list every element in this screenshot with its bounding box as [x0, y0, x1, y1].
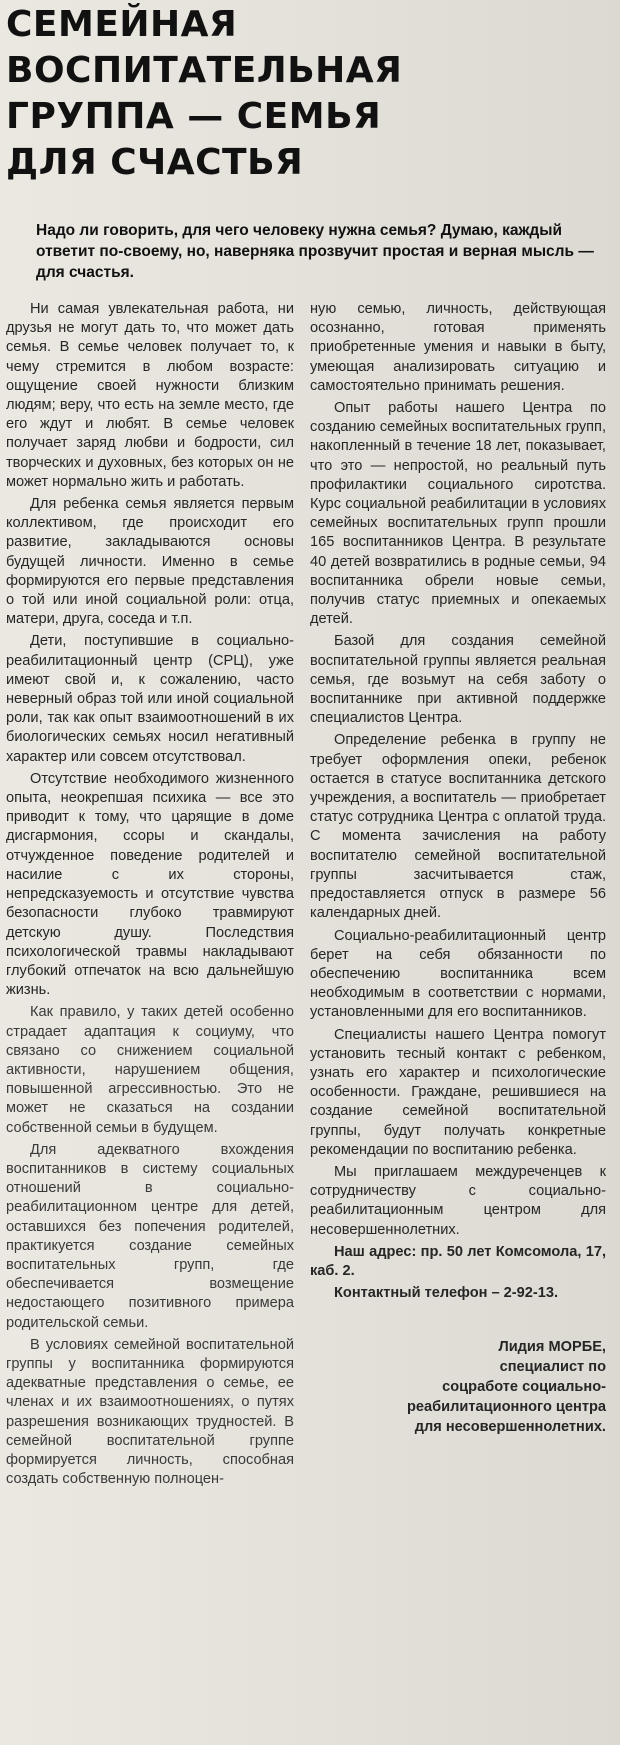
body-paragraph: ную семью, личность, действующая осознанно, готовая применять приобретенные умения и навыки в быту, умеющая анализировать ситуацию и самостоятельно принимать решения. — [310, 301, 606, 394]
contact-address: Наш адрес: пр. 50 лет Комсомола, 17, каб. 2. — [310, 1243, 606, 1279]
body-paragraph: Базой для создания семейной воспитательной группы является реальная семья, где возьмут на себя заботу о воспитаннике при активной поддержке специалистов Центра. — [310, 633, 606, 727]
headline-line: ГРУППА — СЕМЬЯ — [6, 96, 382, 137]
body-paragraph: Как правило, у таких детей особенно страдает адаптация к социуму, что связано со снижением социальной активности, нарушением общения, повышенной агрессивностью. Это не может не сказаться на создании собственной семьи в будущем. — [6, 1004, 294, 1136]
headline-line: ДЛЯ СЧАСТЬЯ — [6, 142, 304, 183]
body-paragraph: В условиях семейной воспитательной группы у воспитанника формируются адекватные представления о семье, ее членах и их взаимоотношениях, о путях разрешения возникающих трудностей. В семейной воспитательной группе формируется личность, способная создать собственную полноцен- — [6, 1336, 294, 1488]
body-paragraph: Социально-реабилитационный центр берет на себя обязанности по обеспечению воспитанника всем необходимым в соответствии с нормами, установленными для его воспитанников. — [310, 927, 606, 1021]
body-paragraph: Специалисты нашего Центра помогут установить тесный контакт с ребенком, узнать его характер и психологические особенности. Граждане, решившиеся на создание семейной воспитательной группы, будут получать конкретные рекомендации по воспитанию ребенка. — [310, 1026, 606, 1158]
article-headline — [6, 2, 486, 186]
body-paragraph: Для ребенка семья является первым коллективом, где происходит его развитие, закладываются основы будущей личности. Именно в семье формируются его первые представления о той или иной социальной роли: отца, матери, друга, соседа и т.п. — [6, 496, 294, 628]
author-signature — [310, 1337, 606, 1437]
author-title-line: специалист по — [499, 1359, 606, 1376]
body-paragraph: Ни самая увлекательная работа, ни друзья не могут дать то, что может дать семья. В семье человек получает то, к чему стремится в любом возрасте: ощущение своей нужности близким людям; веру, что есть на земле место, где его ждут и любят. В семье человек получает заряд любви и бодрости, сил творческих и духовных, без которых он не может нормально жить и работать. — [6, 301, 294, 490]
author-title-line: реабилитационного центра — [407, 1399, 606, 1416]
author-title-line: для несовершеннолетних. — [414, 1419, 606, 1436]
article-lead: Надо ли говорить, для чего человеку нужна семья? Думаю, каждый ответит по-своему, но, наверняка прозвучит простая и верная мысль — для счастья. — [36, 222, 594, 281]
contact-phone: Контактный телефон – 2-92-13. — [334, 1285, 559, 1302]
body-paragraph: Опыт работы нашего Центра по созданию семейных воспитательных групп, накопленный в течение 18 лет, показывает, что это — непростой, но реальный путь профилактики социального сиротства. Курс социальной реабилитации в условиях семейных воспитательных групп прошли 165 воспитанников Центра. В результате 40 детей возвратились в родные семьи, 94 воспитанника обрели новые семьи, получив статус приемных и опекаемых детей. — [310, 400, 606, 628]
body-paragraph: Для адекватного вхождения воспитанников в систему социальных отношений в социально-реабилитационном центре для детей, оставшихся без попечения родителей, практикуется создание семейных воспитательных групп, где обеспечивается возмещение недостающего позитивного примера родительской семьи. — [6, 1141, 294, 1331]
author-title-line: соцработе социально- — [442, 1379, 606, 1396]
headline-line: ВОСПИТАТЕЛЬНАЯ — [6, 50, 403, 91]
left-column — [6, 300, 294, 1492]
right-column — [310, 300, 606, 1437]
body-paragraph: Мы приглашаем междуреченцев к сотрудничеству с социально-реабилитационным центром для несовершеннолетних. — [310, 1163, 606, 1238]
author-name: Лидия МОРБЕ, — [498, 1339, 606, 1356]
body-paragraph: Отсутствие необходимого жизненного опыта, неокрепшая психика — все это приводит к тому, что царящие в доме дисгармония, ссоры и скандалы, отчужденное поведение родителей и насилие с их стороны, непредсказуемость и отсутствие чувства безопасности глубоко травмируют детскую душу. Последствия психологической травмы накладывают глубокий отпечаток на всю дальнейшую жизнь. — [6, 770, 294, 999]
headline-line: СЕМЕЙНАЯ — [6, 4, 238, 45]
body-paragraph: Определение ребенка в группу не требует оформления опеки, ребенок остается в статусе воспитанника детского учреждения, а воспитатель — приобретает статус сотрудника Центра с оплатой труда. С момента зачисления на работу воспитателю семейной воспитательной группы засчитывается стаж, предоставляется отпуск в размере 56 календарных дней. — [310, 732, 606, 922]
body-paragraph: Дети, поступившие в социально-реабилитационный центр (СРЦ), уже имеют свой и, к сожалению, часто неверный образ той или иной социальной роли, так как опыт взаимоотношений в их биологических семьях носил негативный характер или совсем отсутствовал. — [6, 633, 294, 765]
